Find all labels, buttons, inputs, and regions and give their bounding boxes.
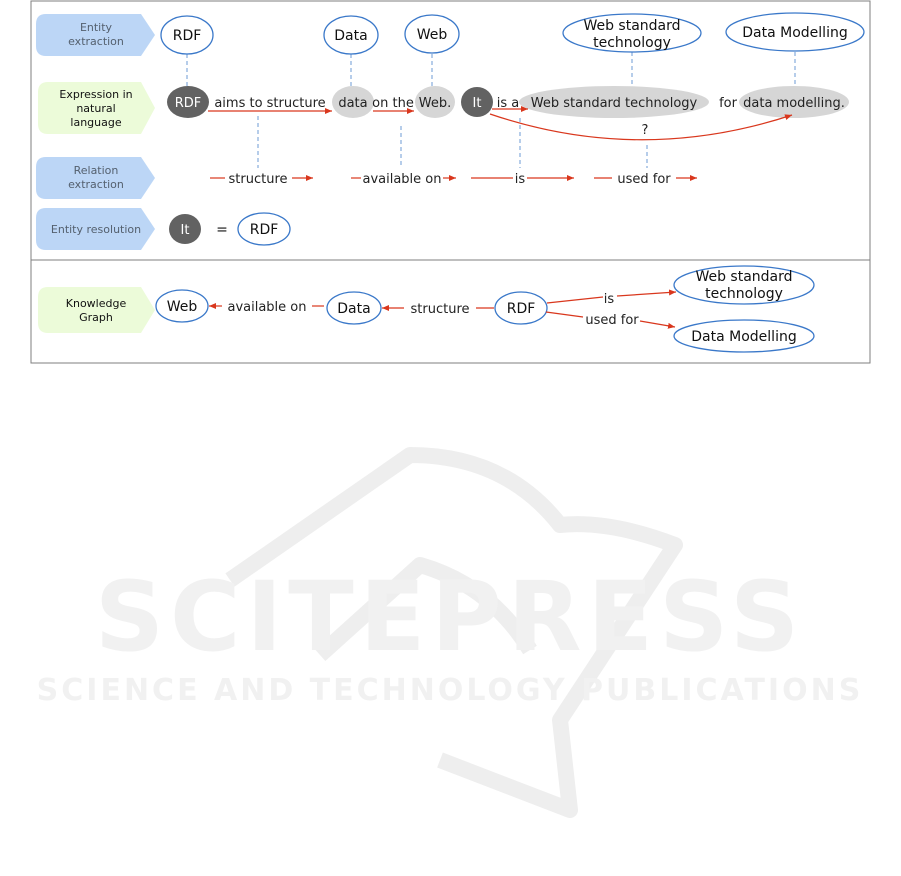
entity-web-standard-technology bbox=[563, 14, 701, 52]
token-is-a: is a bbox=[496, 96, 520, 111]
resolution-equals: = bbox=[216, 222, 228, 238]
kg-edge-is: is bbox=[603, 292, 615, 307]
stage-label-line: Knowledge bbox=[65, 297, 127, 310]
stage-label-line: extraction bbox=[68, 35, 124, 48]
entity-label: Web standard bbox=[583, 18, 681, 34]
token-web-standard-technology: Web standard technology bbox=[530, 96, 698, 111]
token-on-the: on the bbox=[372, 96, 414, 111]
stage-label-line: Expression in bbox=[59, 88, 133, 101]
entity-data-modelling bbox=[726, 13, 864, 51]
token-data-modelling: data modelling. bbox=[743, 96, 845, 111]
relation-available-on: available on bbox=[362, 172, 442, 187]
stage-entity-extraction bbox=[36, 14, 155, 56]
kg-node-web bbox=[156, 290, 208, 322]
stage-relation-extraction bbox=[36, 157, 155, 199]
stage-label-line: extraction bbox=[68, 178, 124, 191]
kg-node-label: technology bbox=[705, 286, 783, 302]
token-for: for bbox=[719, 96, 737, 111]
relation-is: is bbox=[514, 172, 526, 187]
stage-entity-resolution bbox=[36, 208, 155, 250]
token-web: Web. bbox=[418, 96, 452, 111]
kg-edge-structure: structure bbox=[410, 302, 470, 317]
stage-label-line: Entity resolution bbox=[50, 223, 142, 236]
watermark bbox=[37, 455, 864, 810]
watermark-publisher: SCITEPRESS bbox=[94, 561, 806, 673]
entity-rdf bbox=[161, 16, 213, 54]
token-rdf: RDF bbox=[174, 96, 202, 111]
token-aims-to-structure: aims to structure bbox=[214, 96, 326, 111]
kg-edge-used-for: used for bbox=[585, 313, 639, 328]
token-it: It bbox=[472, 96, 482, 111]
stage-label-line: Graph bbox=[79, 311, 113, 324]
stage-label-line: natural bbox=[76, 102, 116, 115]
entity-label: Data bbox=[334, 28, 368, 44]
entity-data bbox=[324, 16, 378, 54]
kg-node-label: RDF bbox=[506, 301, 536, 317]
stage-knowledge-graph bbox=[38, 287, 155, 333]
entity-web bbox=[405, 15, 459, 53]
watermark-tagline: SCIENCE AND TECHNOLOGY PUBLICATIONS bbox=[36, 673, 864, 708]
kg-node-label: Web standard bbox=[695, 269, 793, 285]
kg-edge-is-tail bbox=[547, 297, 603, 303]
entity-label: RDF bbox=[172, 28, 202, 44]
stage-label-line: Entity bbox=[79, 21, 113, 34]
kg-node-rdf bbox=[495, 292, 547, 324]
stage-label-line: Relation bbox=[73, 164, 119, 177]
kg-node-label: Data bbox=[337, 301, 371, 317]
kg-node-label: Web bbox=[166, 299, 198, 315]
relation-structure: structure bbox=[228, 172, 288, 187]
token-data: data bbox=[338, 96, 368, 111]
resolution-it: It bbox=[180, 223, 190, 238]
resolution-rdf: RDF bbox=[249, 222, 279, 238]
resolution-row bbox=[169, 213, 290, 245]
kg-node-data-modelling bbox=[674, 320, 814, 352]
knowledge-graph bbox=[156, 266, 814, 352]
sentence-row bbox=[167, 86, 849, 140]
kg-edge-used-for-head bbox=[640, 321, 675, 327]
kg-edge-used-for-tail bbox=[546, 312, 583, 317]
question-mark: ? bbox=[641, 123, 649, 138]
stage-natural-language bbox=[38, 82, 155, 134]
relation-used-for: used for bbox=[617, 172, 671, 187]
kg-node-web-standard-technology bbox=[674, 266, 814, 304]
stage-label-line: language bbox=[70, 116, 122, 129]
entity-label: Data Modelling bbox=[742, 25, 848, 41]
kg-node-label: Data Modelling bbox=[691, 329, 797, 345]
relation-row bbox=[210, 172, 697, 187]
kg-node-data bbox=[327, 292, 381, 324]
kg-edge-available-on: available on bbox=[227, 300, 307, 315]
entity-label: Web bbox=[416, 27, 448, 43]
entity-label: technology bbox=[593, 35, 671, 51]
kg-edge-is-head bbox=[617, 292, 676, 296]
